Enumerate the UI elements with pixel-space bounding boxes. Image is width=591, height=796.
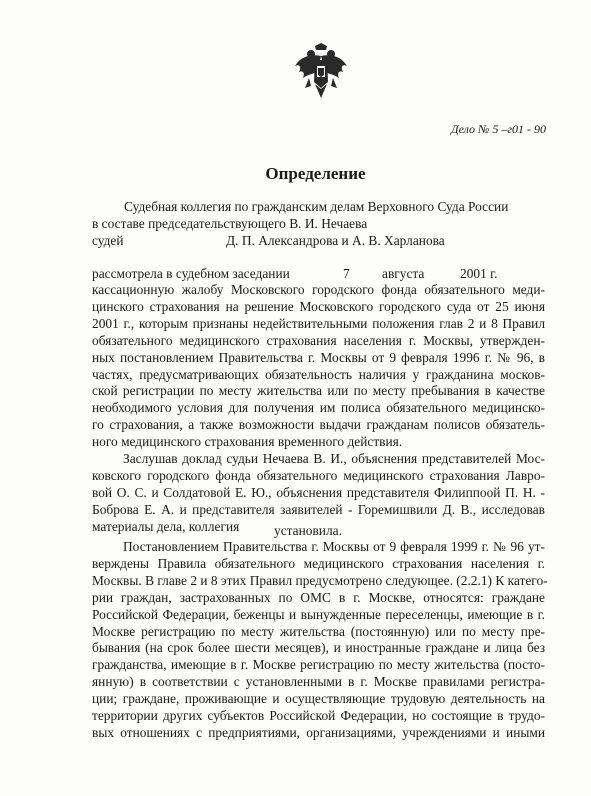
paragraph-line: необходимого условия для получения им полиса обязательного медицинско-: [92, 400, 545, 416]
paragraph-line: Заслушав доклад судьи Нечаева В. И., объяснения представителей Мос-: [123, 451, 545, 466]
judges-names: Д. П. Александрова и А. В. Харланова: [226, 233, 445, 248]
header-line-2: в составе председательствующего В. И. Нечаева: [92, 216, 368, 231]
paragraph-line: рии граждан, застрахованных по ОМС в г. Москве, относятся: граждане: [92, 589, 545, 605]
paragraph-line: вой О. С. и Солдатовой Е. Ю., объяснения представителя Филиппоой П. Н. -: [92, 484, 545, 500]
case-number: Дело № 5 –г01 - 90: [451, 122, 547, 136]
paragraph-facts: [92, 539, 548, 742]
paragraph-line: частях, предусматривающих обязательность наличия у гражданина москов-: [92, 366, 545, 382]
paragraph-line: вых отношениях с предприятиями, организациями, учреждениями и иными: [92, 724, 545, 740]
paragraph-line: янную) в соответствии с установленными в г. Москве правилами регистра-: [92, 674, 545, 690]
session-text: рассмотрела в судебном заседании: [92, 266, 290, 281]
paragraph-line: Москвы. В главе 2 и 8 этих Правил предусмотрено следующее. (2.2.1) К катего-: [92, 572, 548, 588]
paragraph-line: обязательного медицинского страхования населения г. Москвы, утвержден-: [92, 332, 545, 348]
session-month: августа: [382, 266, 425, 281]
coat-of-arms-emblem: [293, 42, 349, 100]
paragraph-line: бывания (на срок более шести месяцев), и иностранные граждане и лица без: [92, 640, 545, 656]
established-heading: установила.: [274, 523, 342, 538]
paragraph-line: цинского страхования на решение Московского городского суда от 25 июня: [92, 298, 545, 314]
document-title: Определение: [265, 164, 366, 183]
paragraph-line: территории других субъектов Российской Федерации, но состоящие в трудо-: [92, 708, 545, 724]
header-line-1: Судебная коллегия по гражданским делам Верховного Суда России: [124, 199, 509, 214]
session-day: 7: [343, 266, 350, 281]
paragraph-line: ции; граждане, проживающие и осуществляющие трудовую деятельность на: [92, 691, 545, 707]
paragraph-line: материалы дела, коллегия: [92, 518, 240, 534]
judges-label: судей: [92, 233, 124, 248]
paragraph-line: верждены Правила обязательного медицинского страхования населения г.: [92, 555, 545, 571]
paragraph-line: го страхования, а также возможности выдачи гражданам полисов обязатель-: [92, 417, 545, 433]
paragraph-line: 2001 г., которым признаны недействительными положения глав 2 и 8 Правил: [92, 315, 545, 331]
paragraph-line: гражданства, имеющие в г. Москве регистрацию по месту жительства (посто-: [92, 657, 545, 673]
paragraph-line: ных постановлением Правительства г. Москвы от 9 февраля 1996 г. № 96, в: [92, 349, 545, 365]
paragraph-line: ного медицинского страхования временного действия.: [92, 434, 403, 450]
paragraph-line: кассационную жалобу Московского городского фонда обязательного меди-: [92, 282, 545, 297]
paragraph-line: Москве регистрацию по месту жительства (постоянную) или по месту пре-: [92, 623, 545, 639]
paragraph-line: Боброва Е. А. и представителя заявителей - Горемишвили Д. В., исследовав: [92, 501, 545, 517]
paragraph-line: ской регистрации по месту жительства или по месту пребывания в качестве: [92, 383, 545, 399]
session-year: 2001 г.: [460, 266, 498, 281]
paragraph-line: ковского городского фонда обязательного медицинского страхования Лавро-: [92, 467, 545, 483]
paragraph-line: Постановлением Правительства г. Москвы от 9 февраля 1999 г. № 96 ут-: [123, 539, 545, 554]
paragraph-subject: [92, 282, 545, 451]
paragraph-line: Российской Федерации, беженцы и вынужденные переселенцы, имеющие в г.: [92, 606, 545, 622]
